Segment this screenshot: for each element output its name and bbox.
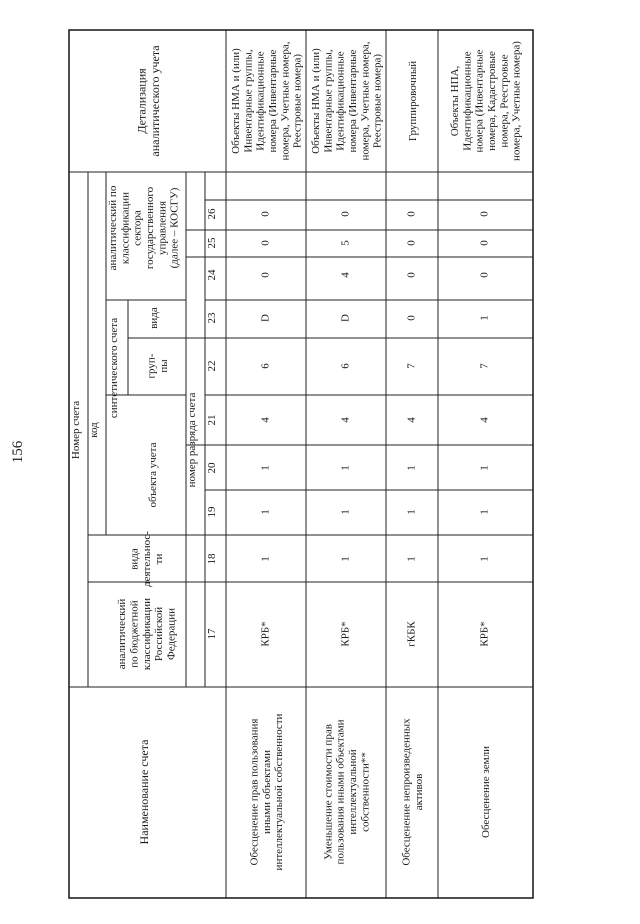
row-1-name-line: интеллектуальной (347, 749, 360, 835)
row-2-value: гКБК (405, 621, 418, 647)
row-3-value: 7 (478, 363, 491, 369)
header-groups-line: груп- (145, 353, 158, 379)
row-3-value: 1 (478, 315, 491, 321)
row-1-value: 0 (339, 211, 352, 217)
row-3-value: 1 (478, 556, 491, 562)
row-1-detail-line: Объекты НМА и (или) (310, 48, 323, 154)
row-0-value: 6 (259, 363, 272, 369)
digit-number: 25 (206, 237, 218, 249)
header-activity-type-line: вида (128, 548, 141, 570)
header-detail-line: Детализация (134, 68, 149, 134)
row-1-name-line: Уменьшение стоимости прав (322, 724, 335, 860)
row-2-value: 7 (405, 363, 418, 369)
row-1-value: 4 (339, 272, 352, 278)
row-0-value: 0 (259, 240, 272, 246)
row-0-name-line: интеллектуальной собственности (273, 713, 286, 871)
row-1-value: 1 (339, 465, 352, 471)
header-detail (134, 45, 161, 157)
row-1-detail-line: номера (Инвентарные (347, 49, 360, 153)
row-3-detail-line: Объекты НПА, (449, 65, 462, 137)
header-groups-line: пы (158, 359, 171, 373)
row-2-detail (407, 61, 419, 141)
row-0-value: 1 (259, 556, 272, 562)
digit-number: 23 (206, 312, 218, 324)
header-kosgu-line: управления (156, 200, 169, 256)
header-kosgu-line: государственного (144, 186, 157, 270)
row-0-detail-line: номера (Инвентарные (267, 49, 280, 153)
row-1-detail-line: номера, Учетные номера, (359, 41, 372, 161)
header-analytical-budget-line: аналитический (116, 598, 129, 670)
row-0-detail-line: номера, Учетные номера, (279, 41, 292, 161)
page-number: 156 (10, 440, 26, 464)
digit-number: 17 (206, 628, 218, 640)
row-1-value: 6 (339, 363, 352, 369)
header-analytical-budget-line: классификации (140, 597, 153, 671)
row-1-name (322, 719, 371, 864)
digit-number: 26 (206, 208, 218, 220)
row-3-value: 4 (478, 417, 491, 423)
row-1-detail-line: Идентификационные (334, 51, 347, 151)
header-analytical-budget-line: по бюджетной (128, 600, 141, 668)
row-3-detail-line: номера (Инвентарные (473, 49, 486, 153)
header-groups (146, 353, 170, 378)
row-1-detail-line: Инвентарные группы, (322, 49, 335, 153)
row-0-detail-line: Инвентарные группы, (242, 49, 255, 153)
row-2-value: 1 (405, 556, 418, 562)
row-2-value: 0 (405, 240, 418, 246)
header-analytical-budget-line: Федерации (165, 608, 178, 660)
row-0-value: 1 (259, 509, 272, 515)
row-0-detail-line: Объекты НМА и (или) (230, 48, 243, 154)
header-activity-type-line: ти (153, 553, 166, 565)
row-0-name-line: Обесценение прав пользования (248, 718, 261, 866)
header-detail-line: аналитического учета (147, 45, 162, 157)
header-activity-type-line: деятельнос- (140, 531, 153, 587)
row-0-detail (230, 41, 304, 160)
row-2-value: 1 (405, 465, 418, 471)
digit-number: 24 (206, 269, 218, 281)
digit-number: 20 (206, 462, 218, 474)
row-3-value: 1 (478, 509, 491, 515)
header-analytical-budget-line: Российской (153, 606, 166, 662)
row-1-name-line: пользования иными объектами (334, 719, 347, 865)
row-0-name-line: иными объектами (260, 749, 273, 835)
row-0-detail-line: Идентификационные (254, 51, 267, 151)
row-2-value: 0 (405, 315, 418, 321)
row-2-name-line: активов (413, 773, 426, 811)
header-kosgu (107, 185, 181, 270)
row-3-value: 0 (478, 272, 491, 278)
header-kosgu-line: аналитический по (107, 185, 120, 271)
row-1-value: D (339, 314, 352, 322)
row-3-detail (449, 41, 523, 161)
header-kind: вида (148, 307, 160, 329)
row-3-detail-line: Идентификационные (461, 51, 474, 151)
row-1-detail (310, 41, 384, 160)
row-3-detail-line: номера, Учетные номера) (510, 41, 523, 161)
header-activity-type (129, 531, 166, 587)
row-3-value: КРБ* (478, 621, 491, 647)
header-digit-number: номер разряда счета (186, 392, 198, 488)
digit-number: 19 (206, 506, 218, 518)
row-1-detail-line: Реестровые номера) (371, 53, 384, 149)
header-analytical-budget (116, 598, 177, 670)
row-0-value: 1 (259, 465, 272, 471)
row-2-name (401, 718, 425, 866)
row-3-value: 1 (478, 465, 491, 471)
row-0-value: КРБ* (259, 621, 272, 647)
row-2-value: 0 (405, 211, 418, 217)
row-0-value: 0 (259, 211, 272, 217)
row-2-detail-line: Группировочный (406, 60, 419, 142)
header-kosgu-line: классификации (119, 191, 132, 265)
row-3-detail-line: номера, Реестровые (498, 54, 511, 148)
row-1-value: 5 (339, 240, 352, 246)
digit-number: 22 (206, 360, 218, 372)
header-account-name: Наименование счета (137, 739, 151, 845)
row-2-value: 1 (405, 509, 418, 515)
row-3-detail-line: номера, Кадастровые (486, 51, 499, 151)
header-kosgu-line: (далее – КОСГУ) (168, 187, 181, 269)
row-0-detail-line: Реестровые номера) (291, 53, 304, 149)
row-0-value: D (259, 314, 272, 322)
row-3-value: 0 (478, 240, 491, 246)
row-1-value: КРБ* (339, 621, 352, 647)
header-code: код (88, 422, 100, 438)
row-2-value: 4 (405, 417, 418, 423)
row-3-name (480, 746, 492, 838)
header-kosgu-line: сектора (131, 210, 144, 246)
row-0-name (249, 713, 286, 870)
digit-number: 21 (206, 414, 218, 426)
row-0-value: 0 (259, 272, 272, 278)
digit-number: 18 (206, 553, 218, 565)
row-1-name-line: собственности** (359, 752, 372, 832)
row-1-value: 1 (339, 509, 352, 515)
row-1-value: 4 (339, 417, 352, 423)
header-account-object: объекта учета (147, 442, 159, 508)
row-0-value: 4 (259, 417, 272, 423)
row-2-value: 0 (405, 272, 418, 278)
row-3-name-line: Обесценение земли (479, 746, 492, 838)
row-3-value: 0 (478, 211, 491, 217)
header-synthetic: синтетического счета (108, 317, 120, 419)
header-account-number: Номер счета (70, 400, 82, 460)
row-1-value: 1 (339, 556, 352, 562)
row-2-name-line: Обесценение непроизведенных (400, 718, 413, 866)
